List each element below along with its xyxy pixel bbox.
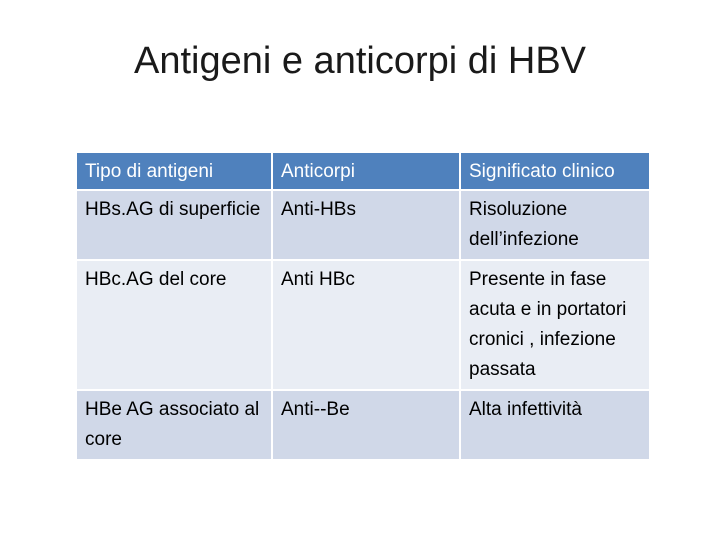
header-antigen-type: Tipo di antigeni <box>77 153 272 190</box>
table-row <box>77 260 649 390</box>
cell-antigen: HBs.AG di superficie <box>77 190 272 260</box>
cell-significance: Risoluzione dell’infezione <box>460 190 649 260</box>
cell-significance: Presente in fase acuta e in portatori cronici , infezione passata <box>460 260 649 390</box>
table-header-row <box>77 153 649 190</box>
cell-significance: Alta infettività <box>460 390 649 459</box>
cell-antibody: Anti--Be <box>272 390 460 459</box>
page-title: Antigeni e anticorpi di HBV <box>133 40 587 82</box>
header-antibodies: Anticorpi <box>272 153 460 190</box>
table-row <box>77 190 649 260</box>
hbv-table <box>77 153 649 459</box>
header-clinical-significance: Significato clinico <box>460 153 649 190</box>
cell-antibody: Anti HBc <box>272 260 460 390</box>
cell-antibody: Anti-HBs <box>272 190 460 260</box>
cell-antigen: HBe AG associato al core <box>77 390 272 459</box>
table-row <box>77 390 649 459</box>
cell-antigen: HBc.AG del core <box>77 260 272 390</box>
